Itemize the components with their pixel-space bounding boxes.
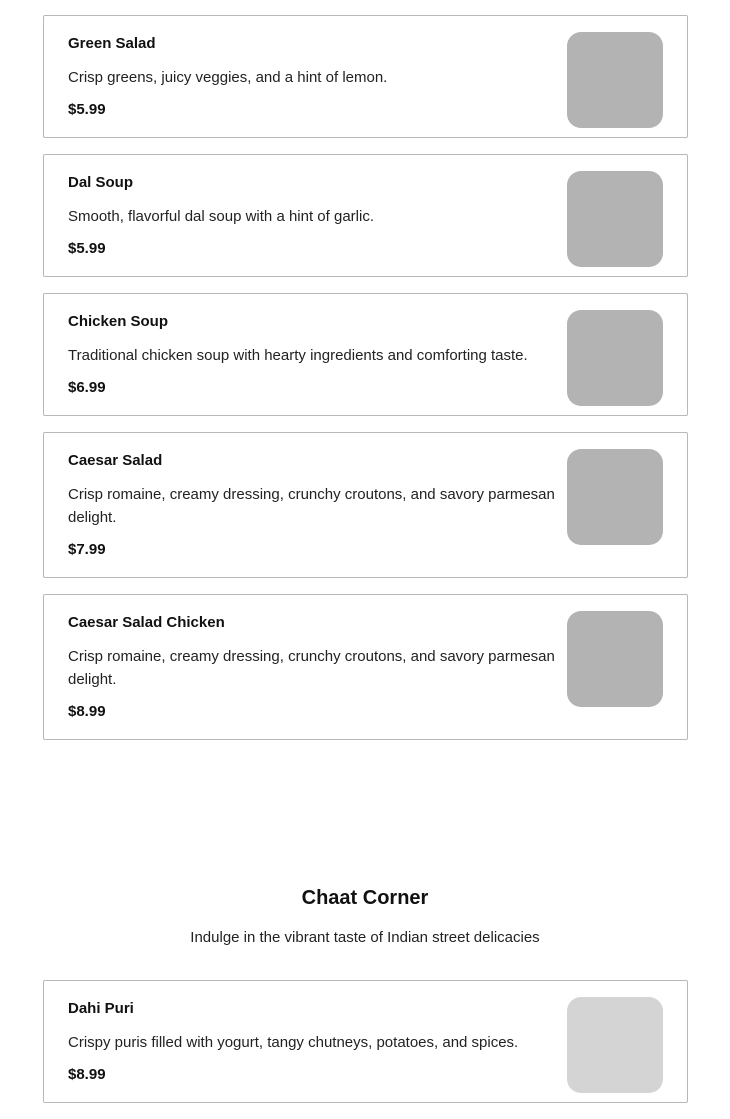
item-image-placeholder <box>567 449 663 545</box>
item-image-placeholder <box>567 32 663 128</box>
item-description: Smooth, flavorful dal soup with a hint of garlic. <box>68 208 374 225</box>
menu-item-card[interactable] <box>43 980 688 1103</box>
item-description: Crisp romaine, creamy dressing, crunchy croutons, and savory parmesan delight. <box>68 648 555 688</box>
item-name: Caesar Salad Chicken <box>68 614 225 631</box>
menu-item-card[interactable] <box>43 594 688 740</box>
item-name: Dal Soup <box>68 174 134 191</box>
item-name: Caesar Salad <box>68 452 163 469</box>
item-image-placeholder <box>567 310 663 406</box>
item-name: Green Salad <box>68 35 156 52</box>
chaat-list <box>43 980 688 1119</box>
menu-item-card[interactable] <box>43 293 688 416</box>
section-title: Chaat Corner <box>301 887 429 909</box>
menu-item-card[interactable] <box>43 154 688 277</box>
section-subtitle: Indulge in the vibrant taste of Indian street delicacies <box>190 929 540 946</box>
menu-item-card[interactable] <box>43 432 688 578</box>
menu-item-card[interactable] <box>43 15 688 138</box>
item-description: Crisp greens, juicy veggies, and a hint of lemon. <box>68 69 388 86</box>
item-price: $5.99 <box>68 240 106 257</box>
item-description: Traditional chicken soup with hearty ingredients and comforting taste. <box>68 347 528 364</box>
item-name: Dahi Puri <box>68 1000 134 1017</box>
item-image-placeholder <box>567 171 663 267</box>
item-price: $8.99 <box>68 1066 106 1083</box>
item-description: Crispy puris filled with yogurt, tangy chutneys, potatoes, and spices. <box>68 1034 519 1051</box>
chaat-section-header <box>0 885 730 948</box>
item-price: $6.99 <box>68 379 106 396</box>
item-price: $5.99 <box>68 101 106 118</box>
item-price: $7.99 <box>68 541 106 558</box>
item-image-placeholder <box>567 997 663 1093</box>
item-name: Chicken Soup <box>68 313 169 330</box>
item-image-placeholder <box>567 611 663 707</box>
item-description: Crisp romaine, creamy dressing, crunchy croutons, and savory parmesan delight. <box>68 486 555 526</box>
soups-salads-list <box>43 15 688 756</box>
item-price: $8.99 <box>68 703 106 720</box>
